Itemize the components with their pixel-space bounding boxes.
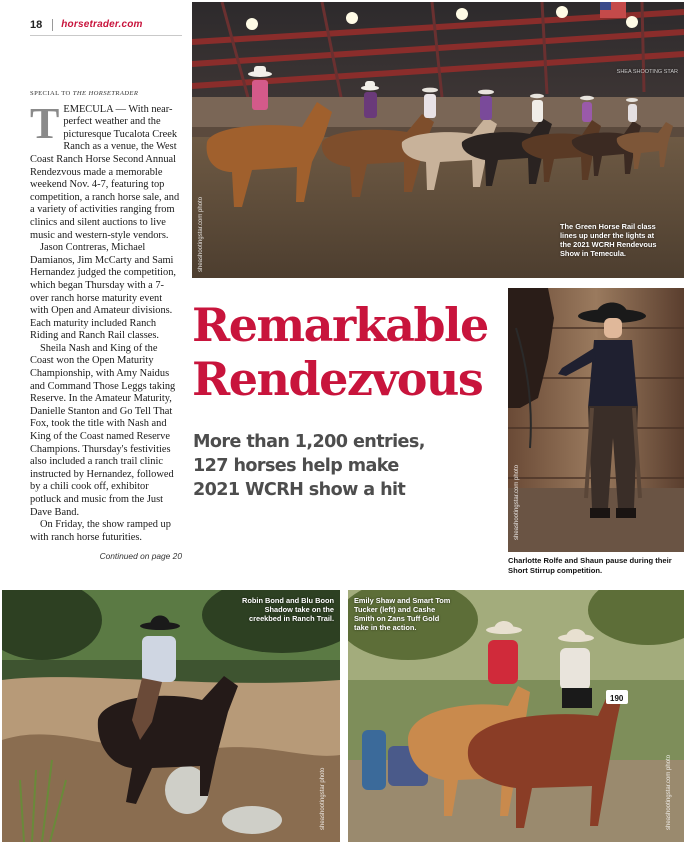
paragraph-2: Jason Contreras, Michael Damianos, Jim McCarty and Sami Hernandez judged the competition, which began Thursday with a 7-over ranch horse maturity event with Open and Amateur divisions. Each maturity included Ranch Riding and Ranch Rail classes. bbox=[30, 242, 176, 342]
drop-cap: T bbox=[30, 98, 60, 148]
photo-creekbed-trail bbox=[2, 590, 340, 842]
deck-line-1: More than 1,200 entries, bbox=[193, 432, 425, 452]
photo-credit-bottom-left: sheashootingstar photo bbox=[320, 767, 326, 830]
page-number: 18 bbox=[30, 18, 43, 31]
caption-top-line-4: Show in Temecula. bbox=[560, 249, 626, 258]
young-rider-illustration bbox=[508, 288, 684, 552]
headline-line-1: Remarkable bbox=[192, 298, 488, 352]
deck-line-2: 127 horses help make bbox=[193, 456, 399, 476]
paragraph-4: On Friday, the show ramped up with ranch horse futurities. bbox=[30, 519, 171, 543]
header-separator bbox=[52, 19, 53, 31]
deck-line-3: 2021 WCRH show a hit bbox=[193, 480, 406, 500]
paragraph-1-text: EMECULA — With near-perfect weather and the picturesque Tucalota Creek Ranch as a venue, the West Coast Ranch Horse Second Annual Rendezvous made a memorable weekend Nov. 4-7, featuring top competition, a ranch horse sale, and a variety of activities ranging from clinics and silent auctions to live music and western-style vendors. bbox=[30, 103, 180, 241]
caption-top-line-3: the 2021 WCRH Rendevous bbox=[560, 240, 657, 249]
caption-bottom-right bbox=[354, 596, 464, 632]
headline-line-2: Rendezvous bbox=[192, 352, 483, 406]
photo-young-rider bbox=[508, 288, 684, 552]
photo-credit-bottom-right: sheashootingstar.com photo bbox=[666, 754, 672, 830]
caption-bl-line-1: Robin Bond and Blu Boon bbox=[242, 596, 334, 605]
photo-watermark: SHEA SHOOTING STAR bbox=[616, 69, 678, 75]
page-header bbox=[30, 14, 182, 36]
site-name: horsetrader.com bbox=[61, 19, 143, 30]
photo-credit-right: sheashootingstar.com photo bbox=[514, 464, 520, 540]
caption-bottom-left bbox=[234, 596, 334, 623]
caption-bl-line-3: creekbed in Ranch Trail. bbox=[248, 614, 334, 623]
headline bbox=[192, 298, 504, 406]
caption-br-line-3: Smith on Zans Tuff Gold bbox=[354, 614, 440, 623]
article-text bbox=[30, 98, 182, 545]
paragraph-3: Sheila Nash and King of the Coast won the Open Maturity Championship, with Amy Naidus and Command Those Leggs taking Reserve. In the Amateur Maturity, Danielle Stanton and Go Tell That Fox, took the title with Nash and King of the Coast named Reserve Champions. Thursday's festivities also included a ranch trail clinic instructed by Hernandez, followed by a chili cook off, exhibitor potluck and music from the Just Dave Band. bbox=[30, 342, 176, 518]
paragraph-1 bbox=[30, 98, 182, 243]
caption-top-line-2: lines up under the lights at bbox=[560, 231, 655, 240]
article-body bbox=[30, 88, 182, 563]
byline-prefix: SPECIAL TO bbox=[30, 90, 73, 97]
continued-link[interactable]: Continued on page 20 bbox=[99, 551, 182, 562]
byline bbox=[30, 88, 182, 101]
caption-br-line-2: Tucker (left) and Cashe bbox=[354, 605, 436, 614]
photo-arena-lineup bbox=[192, 2, 684, 278]
caption-br-line-4: take in the action. bbox=[354, 623, 417, 632]
photo-riders-watching bbox=[348, 590, 684, 842]
deck bbox=[193, 430, 493, 502]
photo-credit-top: sheashootingstar.com photo bbox=[198, 196, 204, 272]
caption-top bbox=[560, 222, 680, 258]
caption-top-line-1: The Green Horse Rail class bbox=[560, 222, 656, 231]
byline-publication: THE HORSETRADER bbox=[72, 90, 139, 97]
number-tag: 190 bbox=[610, 694, 624, 703]
caption-right: Charlotte Rolfe and Shaun pause during their Short Stirrup competition. bbox=[508, 556, 672, 575]
creekbed-illustration bbox=[2, 590, 340, 842]
caption-br-line-1: Emily Shaw and Smart Tom bbox=[354, 596, 451, 605]
caption-bl-line-2: Shadow take on the bbox=[264, 605, 334, 614]
